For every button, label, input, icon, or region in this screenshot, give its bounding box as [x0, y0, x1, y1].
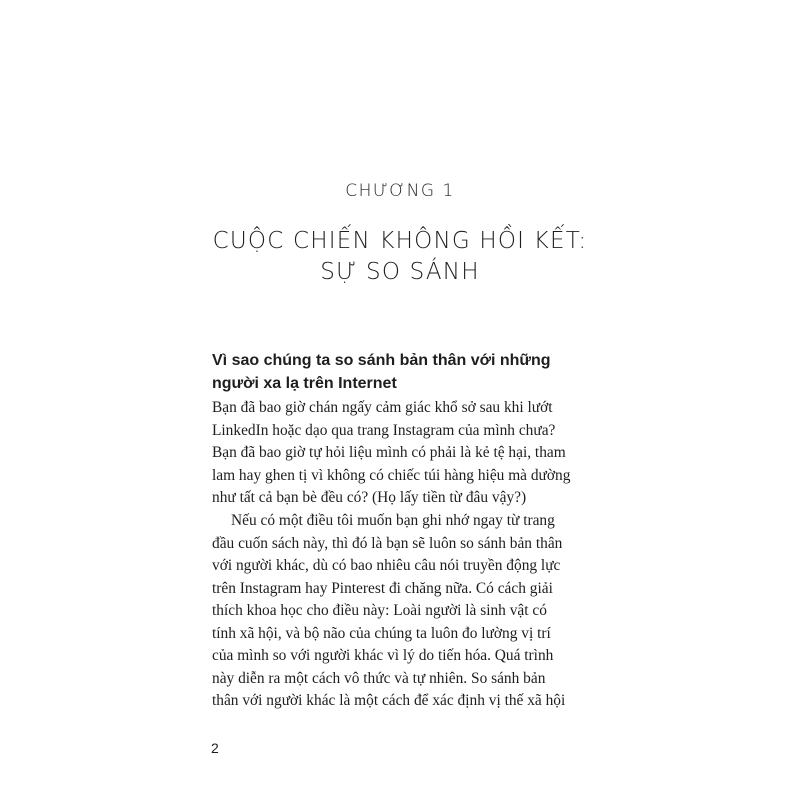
body-line: LinkedIn hoặc dạo qua trang Instagram của mình chưa? [212, 422, 556, 439]
body-line: trên Instagram hay Pinterest đi chăng nữa. Có cách giải [212, 580, 553, 597]
section-heading-line-2: người xa lạ trên Internet [212, 375, 397, 392]
chapter-title-line-1: CUỘC CHIẾN KHÔNG HỒI KẾT: [212, 228, 588, 254]
body-line: như tất cả bạn bè đều có? (Họ lấy tiền từ đâu vậy?) [212, 489, 527, 506]
body-line: thích khoa học cho điều này: Loài người là sinh vật có [212, 602, 547, 619]
body-line: đầu cuốn sách này, thì đó là bạn sẽ luôn so sánh bản thân [212, 535, 563, 552]
body-line: của mình so với người khác vì lý do tiến hóa. Quá trình [212, 647, 554, 664]
chapter-label: CHƯƠNG 1 [345, 181, 455, 201]
chapter-title-line-2: SỰ SO SÁNH [320, 259, 480, 285]
section-heading-line-1: Vì sao chúng ta so sánh bản thân với những [212, 352, 551, 369]
page-number: 2 [211, 740, 219, 756]
body-line: với người khác, dù có bao nhiêu câu nói truyền động lực [212, 557, 561, 574]
body-line: này diễn ra một cách vô thức và tự nhiên. So sánh bản [212, 670, 546, 687]
body-line: Nếu có một điều tôi muốn bạn ghi nhớ ngay từ trang [231, 512, 555, 529]
body-line: Bạn đã bao giờ chán ngấy cảm giác khổ sở sau khi lướt [212, 399, 553, 416]
body-line: thân với người khác là một cách để xác định vị thế xã hội [212, 692, 566, 709]
body-line: tính xã hội, và bộ não của chúng ta luôn đo lường vị trí [212, 625, 551, 642]
body-line: lam hay ghen tị vì không có chiếc túi hàng hiệu mà dường [212, 467, 571, 484]
body-line: Bạn đã bao giờ tự hỏi liệu mình có phải là kẻ tệ hại, tham [212, 444, 566, 461]
